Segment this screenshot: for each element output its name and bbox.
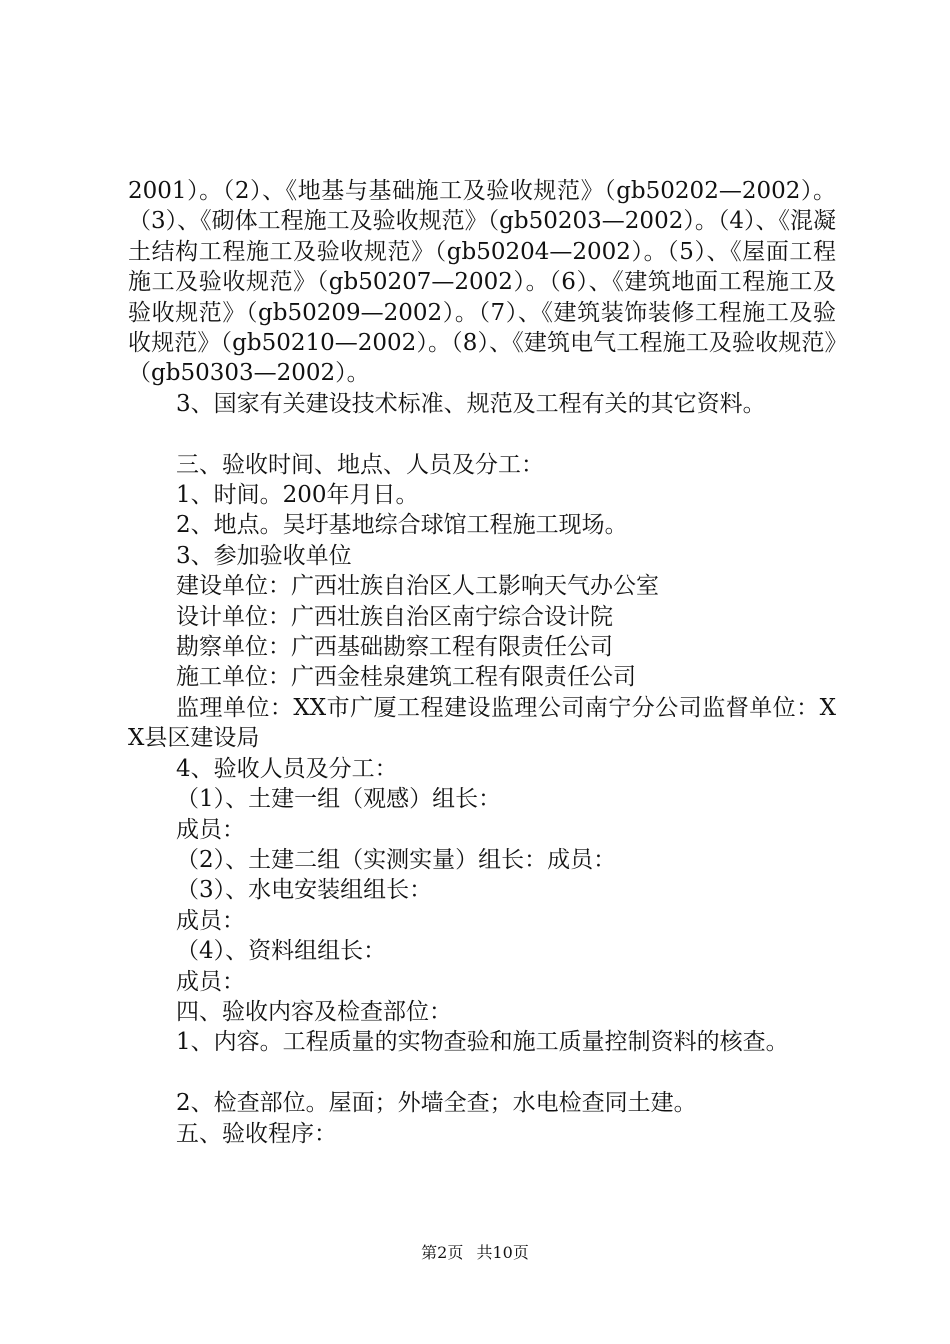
page-total: 共10页 (476, 1243, 529, 1262)
blank-line (128, 1058, 836, 1088)
paragraph-group-1: （1）、土建一组（观感）组长： (176, 786, 502, 813)
paragraph-survey-unit: 勘察单位：广西基础勘察工程有限责任公司 (176, 634, 613, 661)
paragraph-time: 1、时间。200年月日。 (176, 482, 419, 509)
page-number: 第2页 (421, 1243, 464, 1262)
section-heading-3: 三、验收时间、地点、人员及分工： (176, 451, 544, 478)
paragraph-inspection-parts: 2、检查部位。屋面；外墙全查；水电检查同土建。 (176, 1090, 697, 1117)
paragraph-design-unit: 设计单位：广西壮族自治区南宁综合设计院 (176, 603, 613, 630)
blank-line (128, 419, 836, 449)
paragraph-construction-unit: 建设单位：广西壮族自治区人工影响天气办公室 (176, 573, 659, 600)
paragraph-supervision-unit: 监理单位：XX市广厦工程建设监理公司南宁分公司监督单位：XX县区建设局 (128, 694, 836, 752)
section-heading-5: 五、验收程序： (176, 1120, 337, 1147)
section-heading-4: 四、验收内容及检查部位： (176, 998, 452, 1025)
document-body (128, 176, 836, 1149)
paragraph-members-4: 成员： (176, 968, 245, 995)
paragraph-group-4: （4）、资料组组长： (176, 938, 387, 965)
paragraph-group-2: （2）、土建二组（实测实量）组长：成员： (176, 846, 617, 873)
paragraph-participants: 3、参加验收单位 (176, 542, 352, 569)
paragraph-related-standards: 3、国家有关建设技术标准、规范及工程有关的其它资料。 (176, 390, 766, 417)
paragraph-group-3: （3）、水电安装组组长： (176, 877, 433, 904)
paragraph-personnel: 4、验收人员及分工： (176, 755, 398, 782)
paragraph-location: 2、地点。吴圩基地综合球馆工程施工现场。 (176, 512, 628, 539)
paragraph-standards-list: 2001）。（2）、《地基与基础施工及验收规范》（gb50202—2002）。（3）、《砌体工程施工及验收规范》（gb50203—2002）。（4）、《混凝土结构工程施工及验收规范》（gb50204—2002）。（5）、《屋面工程施工及验收规范》（gb50207—2002）。（6）、《建筑地面工程施工及验收规范》（gb50209—2002）。（7）、《建筑装饰装修工程施工及验收规范》（gb50210—2002）。（8）、《建筑电气工程施工及验收规范》（gb50303—2002）。 (128, 178, 836, 387)
paragraph-members-1: 成员： (176, 816, 245, 843)
paragraph-content: 1、内容。工程质量的实物查验和施工质量控制资料的核查。 (176, 1029, 789, 1056)
page-footer (0, 1243, 950, 1263)
paragraph-members-3: 成员： (176, 907, 245, 934)
paragraph-builder-unit: 施工单位：广西金桂泉建筑工程有限责任公司 (176, 664, 636, 691)
